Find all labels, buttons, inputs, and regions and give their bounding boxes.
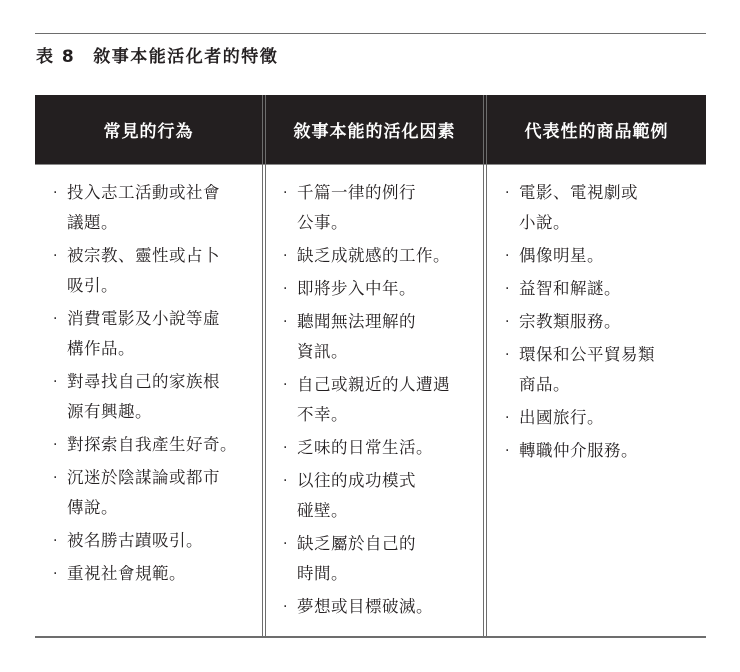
list-item-text: 不幸。 — [297, 405, 348, 424]
list-item-text: 資訊。 — [297, 342, 348, 361]
list-item-text: 轉職仲介服務。 — [519, 441, 638, 460]
list-item — [505, 241, 706, 271]
bullet-icon: · — [283, 185, 288, 201]
list-item — [53, 304, 262, 364]
list-item — [53, 178, 262, 238]
list-item-text: 夢想或目標破滅。 — [297, 597, 433, 616]
list-item — [505, 178, 706, 238]
column-activation-factors — [266, 95, 483, 638]
column-header: 代表性的商品範例 — [524, 122, 669, 142]
list-item — [53, 526, 262, 556]
list-item-text: 對探索自我產生好奇。 — [67, 435, 237, 454]
bullet-icon: · — [505, 443, 510, 459]
bullet-icon: · — [283, 473, 288, 489]
list-item-text: 商品。 — [519, 375, 570, 394]
bullet-icon: · — [53, 311, 58, 327]
list-item-text: 公事。 — [297, 213, 348, 232]
column-product-examples — [487, 95, 706, 638]
list-item-text: 即將步入中年。 — [297, 279, 416, 298]
list-item-text: 重視社會規範。 — [67, 564, 186, 583]
list-item — [283, 307, 483, 367]
bottom-rule — [35, 636, 706, 638]
column-body — [487, 164, 706, 466]
list-item-text: 時間。 — [297, 564, 348, 583]
bullet-icon: · — [283, 248, 288, 264]
list-item-text: 以往的成功模式 — [297, 471, 416, 490]
column-header: 常見的行為 — [103, 122, 194, 142]
list-item-text: 出國旅行。 — [519, 408, 604, 427]
list-item-text: 投入志工活動或社會 — [67, 183, 220, 202]
bullet-icon: · — [505, 281, 510, 297]
list-item-text: 小說。 — [519, 213, 570, 232]
list-item-text: 電影、電視劇或 — [519, 183, 638, 202]
list-item-text: 宗教類服務。 — [519, 312, 621, 331]
list-item — [283, 529, 483, 589]
column-body — [35, 164, 262, 589]
list-item-text: 消費電影及小說等虛 — [67, 309, 220, 328]
table-caption — [36, 42, 278, 67]
bullet-icon: · — [283, 314, 288, 330]
list-item-text: 益智和解謎。 — [519, 279, 621, 298]
list-item — [283, 433, 483, 463]
list-item-text: 自己或親近的人遭遇 — [297, 375, 450, 394]
bullet-icon: · — [505, 347, 510, 363]
list-item-text: 缺乏成就感的工作。 — [297, 246, 450, 265]
list-item-text: 沉迷於陰謀論或都市 — [67, 468, 220, 487]
list-item-text: 傳說。 — [67, 498, 118, 517]
list-item — [505, 403, 706, 433]
bullet-icon: · — [53, 437, 58, 453]
list-item — [283, 466, 483, 526]
column-body — [266, 164, 483, 622]
bullet-icon: · — [505, 314, 510, 330]
bullet-icon: · — [283, 599, 288, 615]
list-item-text: 議題。 — [67, 213, 118, 232]
bullet-icon: · — [53, 470, 58, 486]
list-item-text: 偶像明星。 — [519, 246, 604, 265]
bullet-icon: · — [505, 410, 510, 426]
bullet-icon: · — [53, 566, 58, 582]
list-item-text: 千篇一律的例行 — [297, 183, 416, 202]
list-item — [505, 340, 706, 400]
list-item — [53, 241, 262, 301]
list-item — [283, 241, 483, 271]
list-item — [283, 178, 483, 238]
list-item — [505, 436, 706, 466]
table-number: 表 8 — [36, 47, 76, 67]
bullet-icon: · — [53, 248, 58, 264]
bullet-icon: · — [53, 533, 58, 549]
list-item — [53, 430, 262, 460]
list-item — [53, 559, 262, 589]
column-header: 敘事本能的活化因素 — [293, 122, 456, 142]
list-item-text: 被名勝古蹟吸引。 — [67, 531, 203, 550]
list-item-text: 被宗教、靈性或占卜 — [67, 246, 220, 265]
list-item-text: 構作品。 — [67, 339, 135, 358]
list-item-text: 環保和公平貿易類 — [519, 345, 655, 364]
list-item-text: 聽聞無法理解的 — [297, 312, 416, 331]
list-item — [53, 367, 262, 427]
bullet-icon: · — [283, 377, 288, 393]
list-item-text: 缺乏屬於自己的 — [297, 534, 416, 553]
list-item — [505, 307, 706, 337]
top-rule — [35, 33, 706, 34]
list-item-text: 源有興趣。 — [67, 402, 152, 421]
bullet-icon: · — [505, 185, 510, 201]
bullet-icon: · — [53, 185, 58, 201]
bullet-icon: · — [53, 374, 58, 390]
bullet-icon: · — [283, 440, 288, 456]
list-item-text: 對尋找自己的家族根 — [67, 372, 220, 391]
list-item — [505, 274, 706, 304]
column-common-behaviors — [35, 95, 262, 638]
list-item — [283, 370, 483, 430]
list-item — [283, 274, 483, 304]
bullet-icon: · — [283, 536, 288, 552]
list-item-text: 乏味的日常生活。 — [297, 438, 433, 457]
list-item — [283, 592, 483, 622]
list-item — [53, 463, 262, 523]
table-title: 敘事本能活化者的特徵 — [93, 47, 279, 67]
list-item-text: 吸引。 — [67, 276, 118, 295]
bullet-icon: · — [283, 281, 288, 297]
characteristics-table — [35, 95, 706, 638]
list-item-text: 碰壁。 — [297, 501, 348, 520]
bullet-icon: · — [505, 248, 510, 264]
